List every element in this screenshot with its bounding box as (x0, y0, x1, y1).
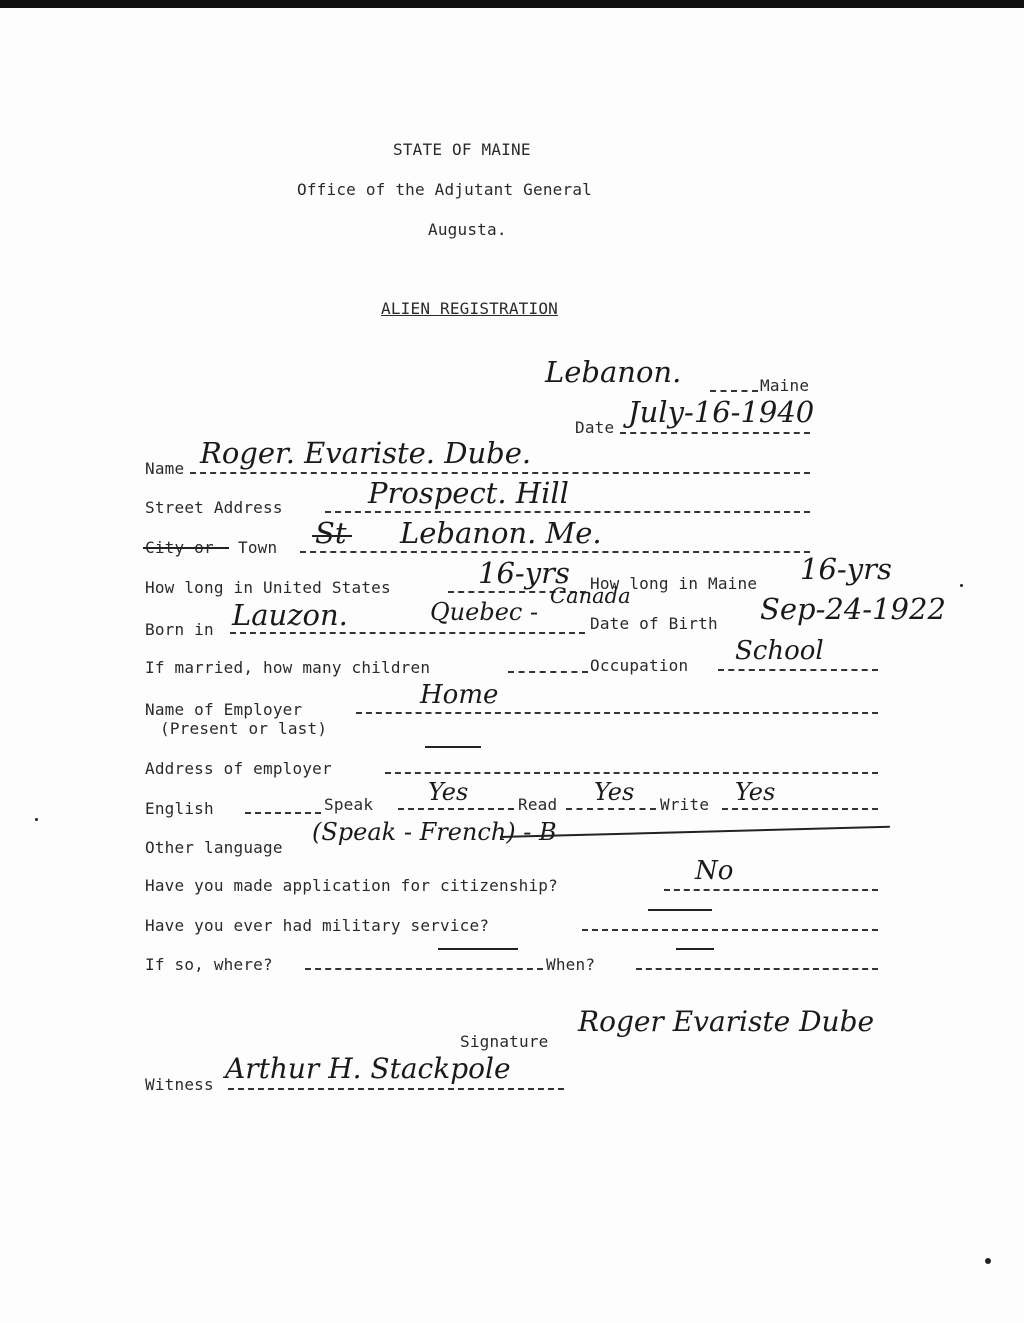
born-in-country: Canada (550, 584, 631, 608)
citizenship-value: No (695, 856, 734, 886)
when-line (636, 968, 878, 970)
other-language-label: Other language (145, 838, 283, 857)
city-struck-label: City or (145, 538, 214, 557)
date-label: Date (575, 418, 615, 437)
date-line (620, 432, 810, 434)
town-strikethrough (312, 535, 352, 537)
where-line (305, 968, 543, 970)
witness-label: Witness (145, 1075, 214, 1094)
how-long-maine-value: 16-yrs (800, 552, 892, 586)
when-dash-mark (676, 948, 714, 950)
born-in-line (230, 632, 585, 634)
scan-speck (35, 818, 38, 821)
where-label: If so, where? (145, 955, 273, 974)
occupation-value: School (735, 636, 824, 666)
employer-address-label: Address of employer (145, 759, 332, 778)
military-line (582, 929, 878, 931)
town-struck-value: St (315, 516, 347, 550)
military-dash-mark (648, 909, 712, 911)
write-label: Write (660, 795, 710, 814)
employer-dash-mark (425, 746, 481, 748)
header-office: Office of the Adjutant General (297, 180, 592, 199)
scan-border (0, 0, 1024, 8)
header-state: STATE OF MAINE (393, 140, 531, 159)
form-title: ALIEN REGISTRATION (381, 299, 558, 318)
english-label: English (145, 799, 214, 818)
date-of-birth-value: Sep-24-1922 (760, 592, 946, 626)
children-label: If married, how many children (145, 658, 431, 677)
read-value: Yes (594, 778, 635, 806)
speak-value: Yes (428, 778, 469, 806)
town-value: Lebanon. Me. (400, 516, 602, 550)
street-line (325, 511, 810, 513)
other-language-line (500, 826, 890, 838)
born-in-province: Quebec - (430, 598, 539, 626)
citizenship-line (664, 889, 878, 891)
employer-label: Name of Employer (145, 700, 303, 719)
name-line (190, 472, 810, 474)
citizenship-label: Have you made application for citizenship? (145, 876, 558, 895)
employer-line (356, 712, 878, 714)
read-line (566, 808, 656, 810)
other-language-value: (Speak - French) - B (312, 818, 557, 846)
employer-sublabel: (Present or last) (160, 719, 328, 738)
military-label: Have you ever had military service? (145, 916, 490, 935)
state-label: Maine (760, 376, 810, 395)
employer-address-line (385, 772, 878, 774)
how-long-maine-label: How long in Maine (590, 574, 758, 593)
place-value: Lebanon. (545, 355, 682, 389)
header-city: Augusta. (428, 220, 507, 239)
date-of-birth-label: Date of Birth (590, 614, 718, 633)
write-value: Yes (735, 778, 776, 806)
witness-value: Arthur H. Stackpole (225, 1052, 511, 1085)
where-dash-mark (438, 948, 518, 950)
date-value: July-16-1940 (628, 395, 815, 429)
employer-value: Home (420, 680, 499, 710)
name-value: Roger. Evariste. Dube. (200, 436, 532, 470)
speak-label: Speak (324, 795, 374, 814)
street-value: Prospect. Hill (368, 476, 569, 510)
english-line (245, 812, 321, 814)
signature-label: Signature (460, 1032, 549, 1051)
town-label: Town (238, 538, 278, 557)
born-in-label: Born in (145, 620, 214, 639)
street-label: Street Address (145, 498, 283, 517)
occupation-label: Occupation (590, 656, 689, 675)
name-label: Name (145, 459, 185, 478)
children-line (508, 671, 588, 673)
write-line (722, 808, 878, 810)
read-label: Read (518, 795, 558, 814)
place-line (710, 390, 758, 392)
born-in-value: Lauzon. (232, 598, 348, 632)
how-long-us-label: How long in United States (145, 578, 391, 597)
speak-line (398, 808, 514, 810)
scan-speck (960, 584, 963, 587)
when-label: When? (546, 955, 596, 974)
how-long-us-value: 16-yrs (478, 556, 570, 590)
town-line (300, 551, 810, 553)
witness-line (228, 1088, 564, 1090)
city-strikethrough (143, 547, 229, 549)
scan-speck (985, 1258, 991, 1264)
occupation-line (718, 669, 878, 671)
signature-value: Roger Evariste Dube (578, 1005, 875, 1038)
